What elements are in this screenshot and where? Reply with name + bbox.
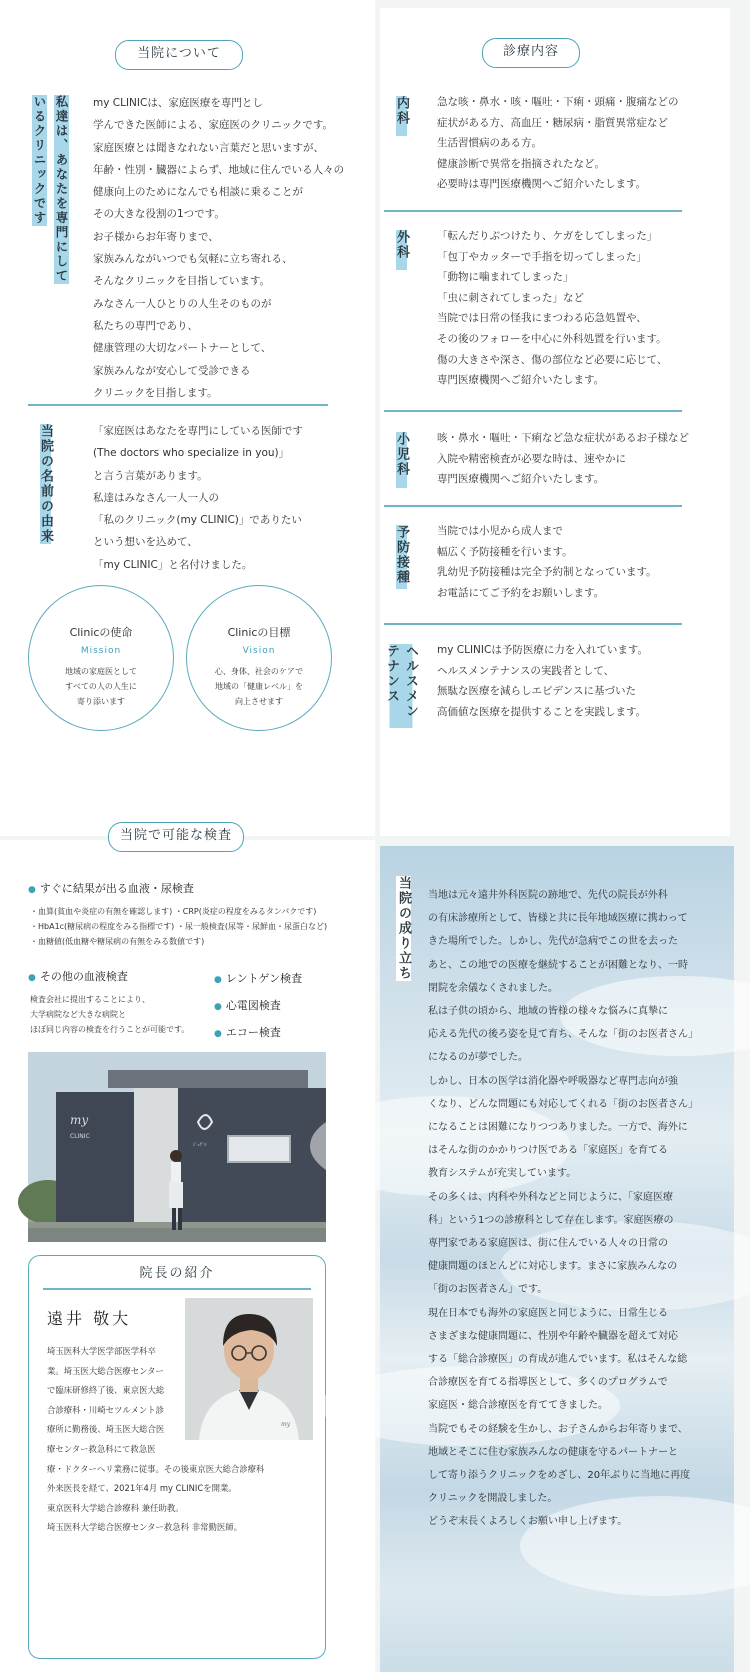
name-origin-line: 「私のクリニック(my CLINIC)」でありたい (93, 514, 302, 527)
name-origin-text (93, 420, 303, 576)
history-text (428, 884, 698, 1534)
director-divider (43, 1288, 311, 1290)
xray-label: ● レントゲン検査 (214, 970, 302, 986)
history-line: その多くは、内科や外科などと同じように、「家庭医療 (428, 1191, 673, 1203)
history-line: 健康問題のほとんどに対応します。まさに家族みんなの (428, 1261, 678, 1273)
director-title: 院長の紹介 (139, 1266, 215, 1281)
service-divider-2 (384, 410, 682, 412)
service-line: 傷の大きさや深さ、傷の部位など必要に応じて、 (437, 353, 668, 366)
mission-title: Clinicの使命 (69, 626, 133, 639)
about-line: 家庭医療とは聞きなれない言葉だと思いますが、 (93, 141, 324, 154)
about-line: 健康向上のためになんでも相談に乗ることが (93, 186, 303, 199)
about-line: みなさん一人ひとりの人生そのものが (93, 297, 272, 310)
about-line: お子様からお年寄りまで、 (93, 230, 219, 243)
history-line: 教育システムが充実しています。 (428, 1168, 577, 1180)
service-divider-3 (384, 505, 682, 507)
director-bio-line: 療センター救急科にて救急医 (47, 1443, 156, 1454)
service-line: 乳幼児予防接種は完全予約制となっています。 (437, 566, 657, 579)
service-line: 「虫に刺されてしまった」など (437, 291, 584, 304)
history-line: して寄り添うクリニックをめざし、20年ぶりに当地に再度 (428, 1470, 691, 1482)
service-line: 幅広く予防接種を行います。 (437, 545, 573, 558)
service-text-1 (437, 92, 679, 195)
service-line: 専門医療機関へご紹介いたします。 (437, 473, 605, 486)
clinic-building-illustration (28, 1052, 326, 1242)
name-origin-line: 「my CLINIC」と名付けました。 (93, 558, 253, 571)
history-line: の有床診療所として、皆様と共に長年地域医療に携わって (428, 913, 688, 925)
service-line: 健康診断で異常を指摘されたなど。 (437, 157, 605, 170)
service-line: 「動物に噛まれてしまった」 (437, 271, 574, 284)
ecg-label: ● 心電図検査 (214, 997, 281, 1013)
service-label-4: 予防接種 (392, 525, 411, 589)
vision-line: 向上させます (235, 697, 283, 706)
other-test-line: ほぼ同じ内容の検査を行うことが可能です。 (30, 1025, 190, 1034)
mission-sub: Mission (80, 646, 122, 656)
about-line: 健康管理の大切なパートナーとして、 (93, 342, 272, 355)
service-line: ヘルスメンテナンスの実践者として、 (437, 664, 615, 677)
history-line: クリニックを開設しました。 (428, 1493, 558, 1505)
service-text-2 (437, 226, 667, 391)
service-text-5 (437, 640, 648, 722)
service-line: 「転んだりぶつけたり、ケガをしてしまった」 (437, 230, 658, 242)
service-label-2: 外科 (392, 230, 411, 270)
about-line: 学んできた医師による、家庭医のクリニックです。 (93, 119, 334, 132)
service-line: my CLINICは予防医療に力を入れています。 (437, 644, 648, 656)
director-bio-line: 東京医科大学総合診療科 兼任助教。 (47, 1502, 184, 1513)
other-test-line: 大学病院など大きな病院と (30, 1010, 126, 1019)
about-line: そんなクリニックを目指しています。 (93, 275, 271, 288)
mission-line: 寄り添います (77, 697, 125, 706)
history-panel (380, 846, 734, 1672)
quick-tests-text (30, 904, 327, 949)
history-line: 家庭医・総合診療医を育ててきました。 (428, 1400, 608, 1412)
service-line: その後のフォローを中心に外科処置を行います。 (437, 332, 667, 345)
service-line: 生活習慣病のある方。 (437, 137, 542, 150)
name-origin-line: という想いを込めて、 (93, 536, 198, 549)
history-line: 合診療医を育てる指導医として、多くのプログラムで (428, 1377, 668, 1389)
service-line: 無駄な医療を減らしエビデンスに基づいた (437, 685, 636, 698)
history-line: する「総合診療医」の育成が進んでいます。私はそんな総 (428, 1354, 688, 1366)
name-origin-line: 「家庭医はあなたを専門にしている医師です (93, 425, 303, 437)
about-divider (28, 404, 328, 406)
quick-test-line: ・血糖値(低血糖や糖尿病の有無をみる数値です) (30, 937, 205, 946)
history-line: さまざまな健康問題に、性別や年齢や臓器を超えて対応 (428, 1330, 678, 1342)
about-title: 当院について (115, 40, 243, 70)
director-bio-line: 業。埼玉医大総合医療センター (47, 1365, 164, 1376)
service-label-1: 内科 (392, 96, 411, 136)
service-line: 必要時は専門医療機関へご紹介いたします。 (437, 178, 647, 191)
building-logo-sub: ｼﾞｪｸﾞﾙ (193, 1143, 207, 1148)
director-bio-line: 埼玉医科大学医学部医学科卒 (47, 1346, 156, 1356)
history-line: 「街のお医者さん」です。 (428, 1284, 548, 1296)
history-line: 当院でもその経験を生かし、お子さんからお年寄りまで、 (428, 1423, 688, 1435)
quick-tests-heading: ● すぐに結果が出る血液・尿検査 (28, 880, 194, 896)
about-line: my CLINICは、家庭医療を専門とし (93, 97, 263, 109)
service-text-3 (437, 428, 689, 490)
service-label-5: ヘルスメンテナンス (382, 644, 420, 728)
history-line: 専門家である家庭医は、街に住んでいる人々の日常の (428, 1238, 668, 1250)
services-title: 診療内容 (482, 38, 580, 68)
history-line: 当地は元々遠井外科医院の跡地で、先代の院長が外科 (428, 890, 668, 901)
vision-line: 地域の「健康レベル」を (215, 682, 303, 691)
history-line: 応える先代の後ろ姿を見て育ち、そんな「街のお医者さん」 (428, 1029, 698, 1041)
other-test-line: 検査会社に提出することにより、 (30, 995, 150, 1004)
service-line: 症状がある方、高血圧・糖尿病・脂質異常症など (437, 116, 668, 129)
director-bio-line: 合診療科・川崎セツルメント診 (47, 1404, 164, 1415)
director-bio-line: 埼玉医科大学総合医療センター救急科 非常勤医師。 (47, 1522, 242, 1533)
about-line: その大きな役割の1つです。 (93, 208, 225, 221)
coat-logo: my (281, 1421, 291, 1428)
service-line: お電話にてご予約をお願いします。 (437, 586, 605, 599)
service-line: 当院では小児から成人まで (437, 525, 563, 537)
about-text (93, 92, 344, 404)
history-line: あと、この地での医療を継続することが困難となり、一時 (428, 959, 688, 971)
vision-sub: Vision (242, 646, 276, 656)
service-line: 入院や精密検査が必要な時は、速やかに (437, 452, 626, 465)
tests-title: 当院で可能な検査 (108, 822, 244, 852)
other-tests-heading: ● その他の血液検査 (28, 968, 128, 984)
vision-text (187, 664, 331, 709)
history-line: になることは困難になりつつありました。一方で、海外に (428, 1122, 688, 1134)
director-name: 遠井 敬大 (47, 1309, 132, 1328)
mission-text (29, 664, 173, 709)
other-tests-text (30, 992, 189, 1037)
service-line: 咳・鼻水・嘔吐・下痢など急な症状があるお子様など (437, 432, 689, 444)
history-line: きた場所でした。しかし、先代が急病でこの世を去った (428, 936, 678, 948)
service-line: 急な咳・鼻水・咳・嘔吐・下痢・頭痛・腹痛などの (437, 96, 679, 108)
service-line: 専門医療機関へご紹介いたします。 (437, 374, 605, 387)
director-box (28, 1255, 326, 1659)
director-bio-line: 療所に勤務後、埼玉医大総合医 (47, 1424, 165, 1435)
history-line: どうぞ末長くよろしくお願い申し上げます。 (428, 1516, 628, 1528)
about-line: 家族みんなが安心して受診できる (93, 364, 251, 377)
about-line: クリニックを目指します。 (93, 386, 218, 399)
director-bio-line: 療・ドクターヘリ業務に従事。その後東京医大総合診療科 (47, 1463, 265, 1474)
history-line: 私は子供の頃から、地域の皆様の様々な悩みに真摯に (428, 1006, 668, 1018)
quick-test-line: ・HbA1c(糖尿病の程度をみる指標です) ・尿一般検査(尿等・尿鮮血・尿蛋白など) (30, 922, 328, 931)
service-line: 「包丁やカッターで手指を切ってしまった」 (437, 250, 647, 263)
director-bio (47, 1342, 264, 1538)
history-line: 閉院を余儀なくされました。 (428, 982, 558, 994)
about-line: 年齢・性別・臓器によらず、地域に住んでいる人々の (93, 163, 345, 176)
mission-line: すべての人の人生に (65, 682, 137, 691)
vision-circle (186, 585, 332, 731)
about-line: 私たちの専門であり、 (93, 319, 198, 332)
mission-circle (28, 585, 174, 731)
mission-line: 地域の家庭医として (65, 667, 137, 676)
building-sign: my (70, 1113, 89, 1127)
building-sign-sub: CLINIC (70, 1133, 90, 1140)
director-bio-line: 外来医長を経て、2021年4月 my CLINICを開業。 (47, 1483, 237, 1494)
director-bio-line: で臨床研修終了後、東京医大総 (47, 1385, 165, 1396)
echo-label: ● エコー検査 (214, 1024, 281, 1040)
name-origin-line: と言う言葉があります。 (93, 469, 208, 482)
service-line: 高価値な医療を提供することを実践します。 (437, 705, 647, 718)
about-line: 家族みんながいつでも気軽に立ち寄れる、 (93, 253, 293, 266)
service-line: 当院では日常の怪我にまつわる応急処置や、 (437, 312, 647, 325)
history-line: になるのが夢でした。 (428, 1052, 528, 1064)
quick-test-line: ・血算(貧血や炎症の有無を確認します) ・CRP(炎症の程度をみるタンパクです) (30, 907, 317, 916)
service-divider-4 (384, 623, 682, 625)
history-vertical-title: 当院の成り立ち (396, 876, 411, 981)
about-panel (0, 0, 375, 836)
about-vertical-label: 私達は、あなたを専門にしているクリニックです (32, 95, 69, 284)
name-origin-line: 私達はみなさん一人一人の (93, 491, 219, 504)
name-origin-line: (The doctors who specialize in you)」 (93, 447, 290, 460)
clinic-building-photo (28, 1052, 326, 1242)
tests-panel (0, 828, 375, 1672)
history-line: はそんな街のかかりつけ医である「家庭医」を育てる (428, 1145, 668, 1157)
service-text-4 (437, 521, 657, 603)
history-line: くなり、どんな問題にも対応してくれる「街のお医者さん」 (428, 1098, 698, 1110)
history-line: しかし、日本の医学は消化器や呼吸器など専門志向が強 (428, 1075, 678, 1087)
name-origin-vertical-label: 当院の名前の由来 (38, 424, 53, 544)
vision-line: 心、身体、社会のケアで (214, 667, 304, 676)
history-line: 科」という1つの診療科として存在します。家庭医療の (428, 1214, 674, 1226)
vision-title: Clinicの目標 (227, 626, 291, 639)
history-line: 現在日本でも海外の家庭医と同じように、日常生じる (428, 1307, 668, 1319)
service-divider-1 (384, 210, 682, 212)
service-label-3: 小児科 (392, 432, 411, 488)
history-line: 地域とそこに住む家族みんなの健康を守るパートナーと (428, 1446, 678, 1458)
services-panel (380, 8, 730, 836)
